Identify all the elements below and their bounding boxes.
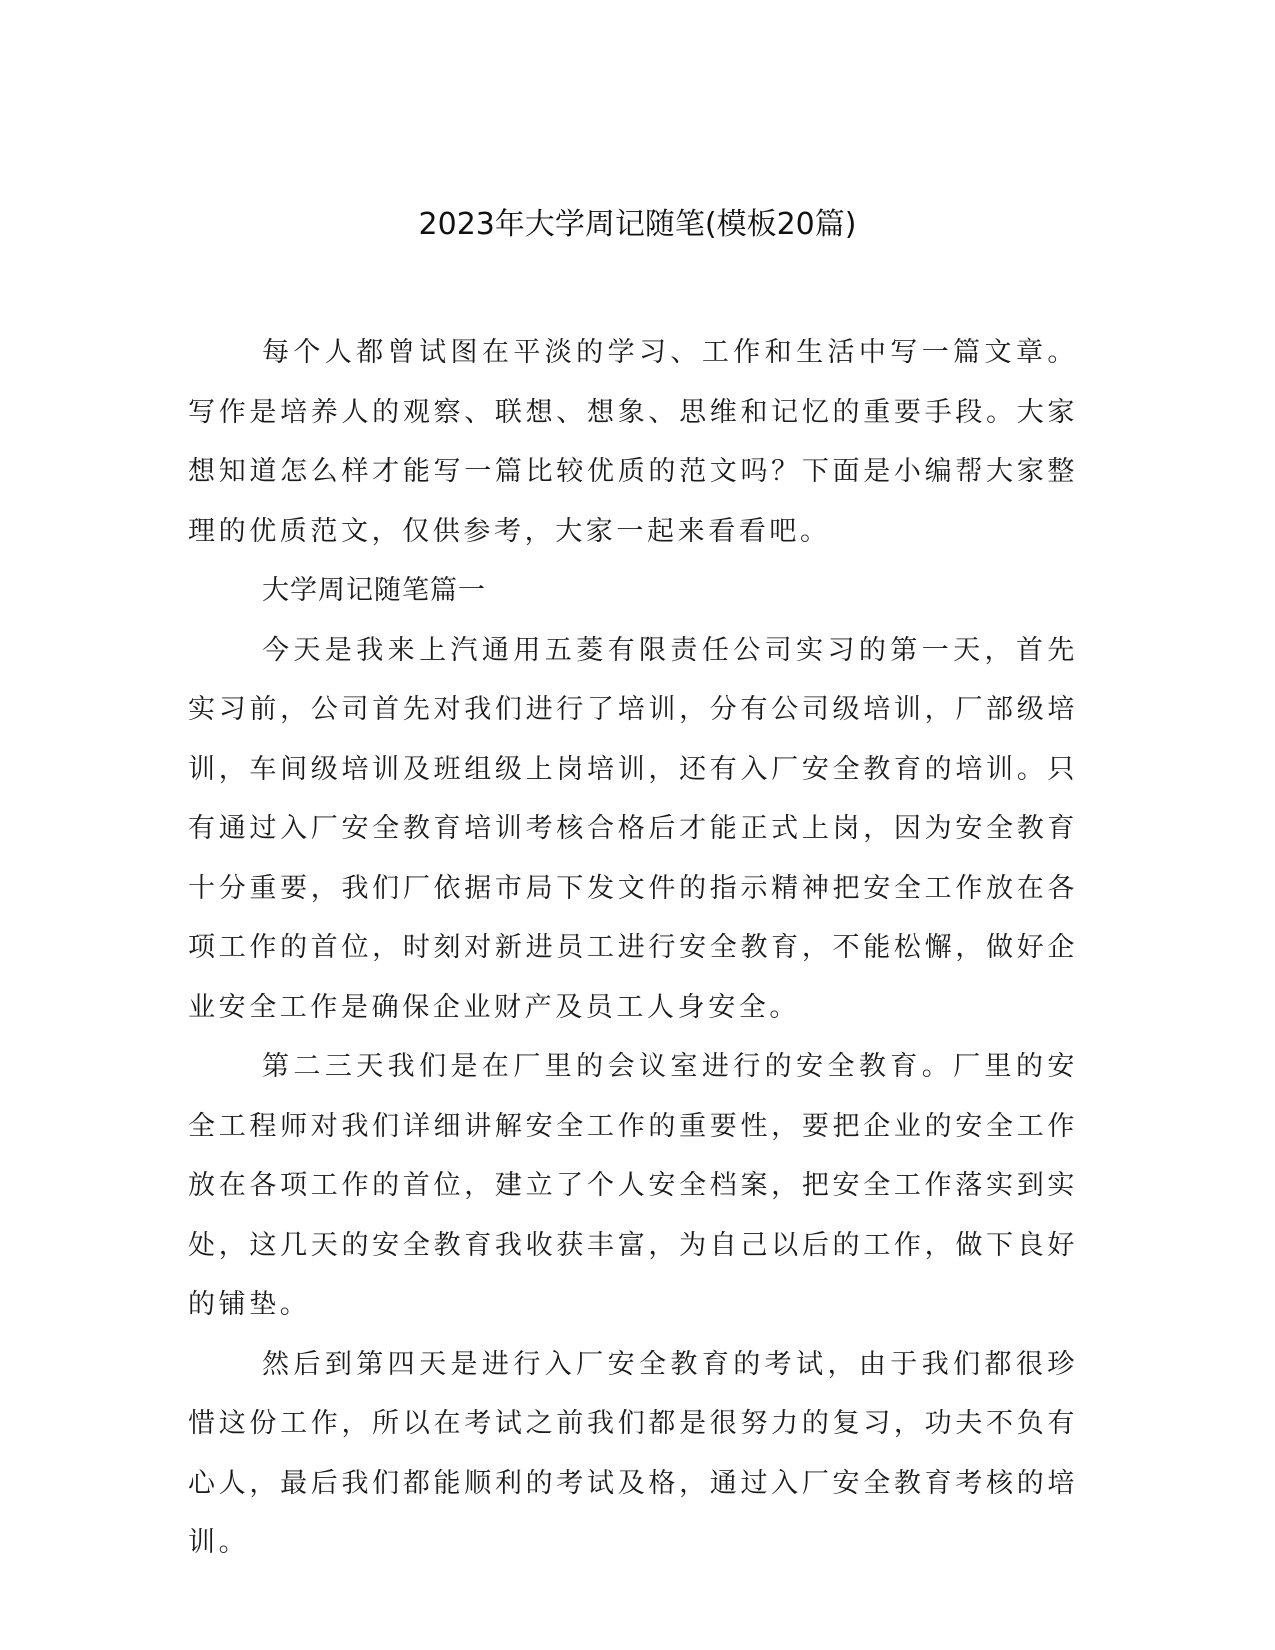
- section-heading: 大学周记随笔篇一: [262, 575, 486, 606]
- body-paragraph-2: 第二三天我们是在厂里的会议室进行的安全教育。厂里的安全工程师对我们详细讲解安全工作的重要性，要把企业的安全工作放在各项工作的首位，建立了个人安全档案，把安全工作落实到实处，这几天的安全教育我收获丰富，为自己以后的工作，做下良好的铺垫。: [188, 1051, 1078, 1320]
- intro-paragraph: 每个人都曾试图在平淡的学习、工作和生活中写一篇文章。写作是培养人的观察、联想、想象、思维和记忆的重要手段。大家想知道怎么样才能写一篇比较优质的范文吗？下面是小编帮大家整理的优质范文，仅供参考，大家一起来看看吧。: [188, 337, 1078, 547]
- document-body: [188, 323, 1078, 1573]
- body-paragraph-3: 然后到第四天是进行入厂安全教育的考试，由于我们都很珍惜这份工作，所以在考试之前我们都是很努力的复习，功夫不负有心人，最后我们都能顺利的考试及格，通过入厂安全教育考核的培训。: [188, 1348, 1078, 1558]
- body-paragraph-1: 今天是我来上汽通用五菱有限责任公司实习的第一天，首先实习前，公司首先对我们进行了培训，分有公司级培训，厂部级培训，车间级培训及班组级上岗培训，还有入厂安全教育的培训。只有通过入厂安全教育培训考核合格后才能正式上岗，因为安全教育十分重要，我们厂依据市局下发文件的指示精神把安全工作放在各项工作的首位，时刻对新进员工进行安全教育，不能松懈，做好企业安全工作是确保企业财产及员工人身安全。: [188, 634, 1078, 1023]
- document-title: 2023年大学周记随笔(模板20篇): [418, 207, 857, 242]
